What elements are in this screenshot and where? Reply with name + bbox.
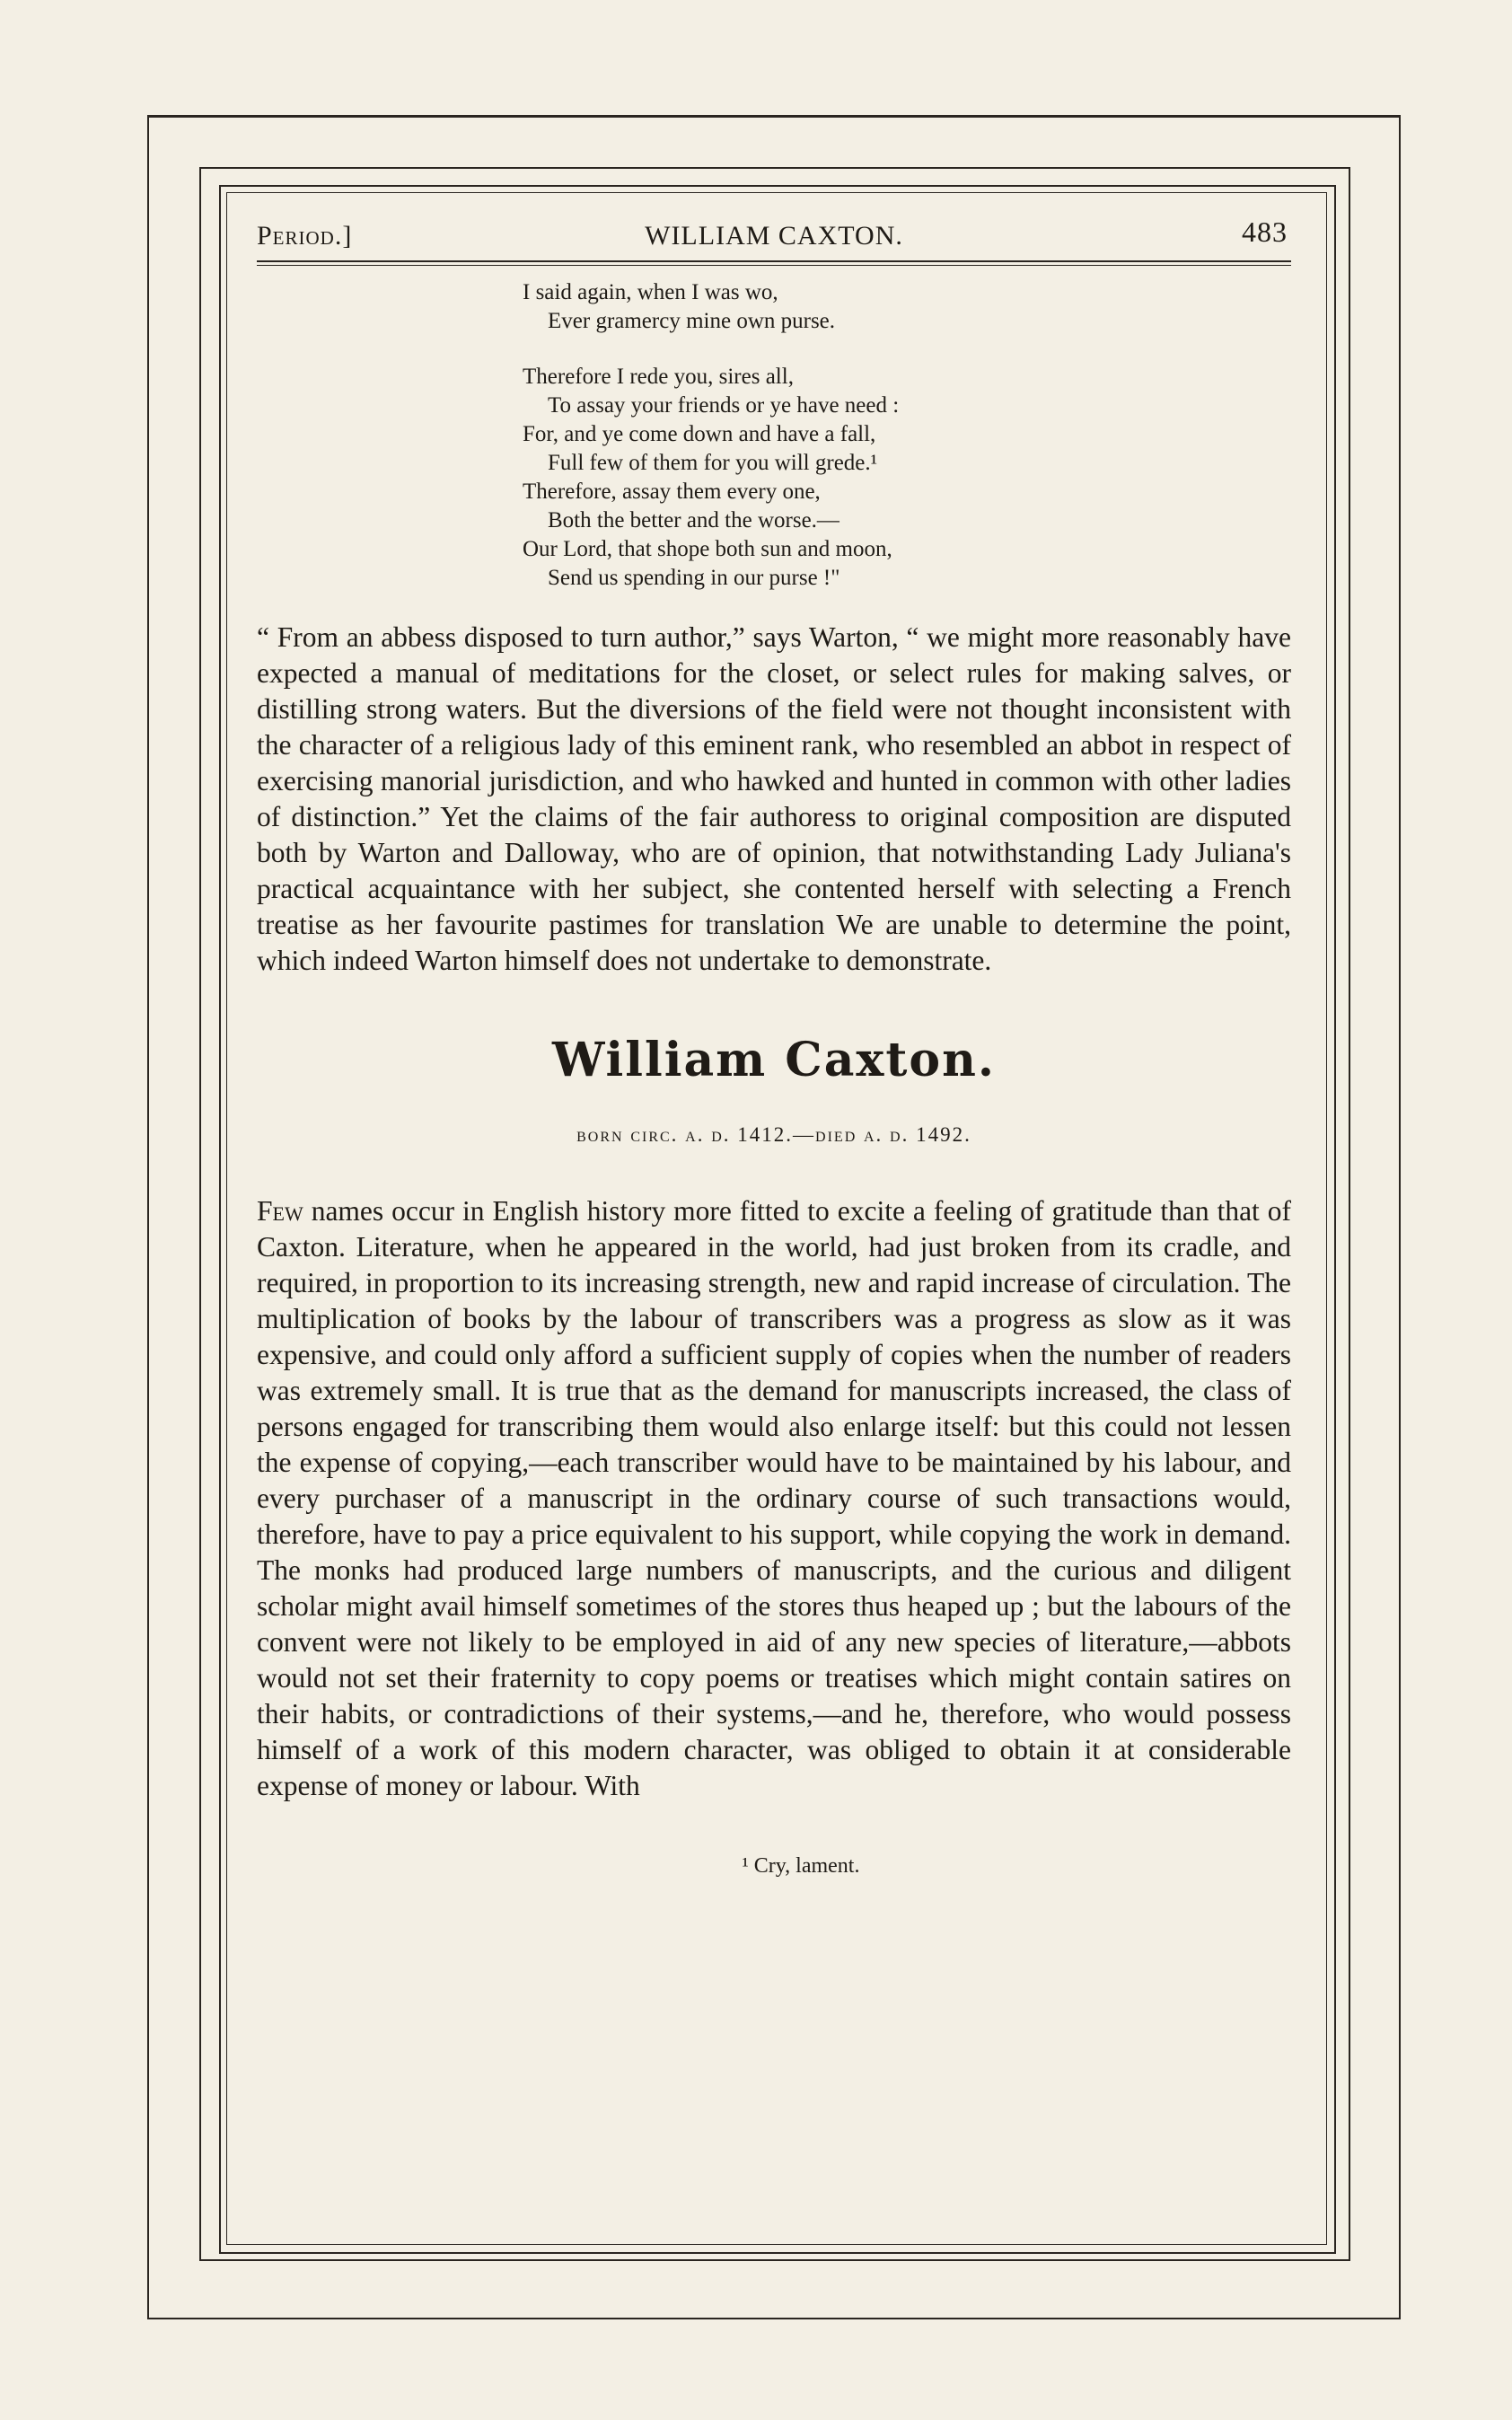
header-title: WILLIAM CAXTON. bbox=[645, 221, 903, 251]
poem-line: Therefore, assay them every one, bbox=[523, 480, 821, 504]
section-title: William Caxton. bbox=[551, 1033, 996, 1087]
caxton-paragraph bbox=[257, 1193, 1291, 1804]
header-rule bbox=[257, 260, 1291, 262]
poem-stanza bbox=[523, 278, 1291, 336]
header-period: Period.] bbox=[257, 221, 353, 251]
poem-line: Our Lord, that shope both sun and moon, bbox=[523, 537, 892, 561]
poem-line: I said again, when I was wo, bbox=[523, 280, 778, 304]
poem-line: Both the better and the worse.— bbox=[548, 508, 840, 532]
book-page bbox=[257, 212, 1291, 1879]
drop-word: Few bbox=[257, 1195, 303, 1227]
poem-line: Full few of them for you will grede.¹ bbox=[548, 451, 878, 475]
running-header bbox=[257, 212, 1291, 257]
section-dates: born circ. a. d. 1412.—died a. d. 1492. bbox=[576, 1123, 971, 1146]
poem-stanza bbox=[523, 363, 1291, 593]
poem-line: Send us spending in our purse !" bbox=[548, 566, 840, 590]
header-rule-thin bbox=[257, 265, 1291, 266]
poem-line: Ever gramercy mine own purse. bbox=[548, 309, 836, 333]
footnote: ¹ Cry, lament. bbox=[742, 1854, 860, 1878]
poem-line: Therefore I rede you, sires all, bbox=[523, 365, 794, 389]
poem-line: For, and ye come down and have a fall, bbox=[523, 422, 876, 446]
warton-quote-paragraph: “ From an abbess disposed to turn author,” says Warton, “ we might more reasonably have expected a manual of meditations for the closet, or select rules for making salves, or distilling strong waters. But the diversions of the field were not thought inconsistent with the character of a religious lady of this eminent rank, who resembled an abbot in respect of exercising manorial jurisdiction, and who hawked and hunted in common with other ladies of distinction.” Yet the claims of the fair authoress to original composition are disputed both by Warton and Dalloway, who are of opinion, that notwithstanding Lady Juliana's practical acquaintance with her subject, she contented herself with selecting a French treatise as her favourite pastimes for translation We are unable to determine the point, which indeed Warton himself does not undertake to demonstrate. bbox=[257, 621, 1291, 976]
page-number: 483 bbox=[1242, 216, 1288, 248]
poem-line: To assay your friends or ye have need : bbox=[548, 393, 900, 418]
poem-block bbox=[523, 278, 1291, 593]
caxton-paragraph-text: names occur in English history more fitted to excite a feeling of gratitude than that of Caxton. Literature, when he appeared in the world, had just broken from its cradle, and required, in proportion to its increasing strength, new and rapid increase of circulation. The multiplication of books by the labour of transcribers was a progress as slow as it was expensive, and could only afford a sufficient supply of copies when the number of readers was extremely small. It is true that as the demand for manuscripts increased, the class of persons engaged for transcribing them would also enlarge itself: but this could not lessen the expense of copying,—each transcriber would have to be maintained by his labour, and every purchaser of a manuscript in the ordinary course of such transactions would, therefore, have to pay a price equivalent to his support, while copying the work in demand. The monks had produced large numbers of manuscripts, and the curious and diligent scholar might avail himself sometimes of the stores thus heaped up ; but the labours of the convent were not likely to be employed in aid of any new species of literature,—abbots would not set their fraternity to copy poems or treatises which might contain satires on their habits, or contradictions of their systems,—and he, therefore, who would possess himself of a work of this modern character, was obliged to obtain it at considerable expense of money or labour. With bbox=[257, 1195, 1291, 1801]
